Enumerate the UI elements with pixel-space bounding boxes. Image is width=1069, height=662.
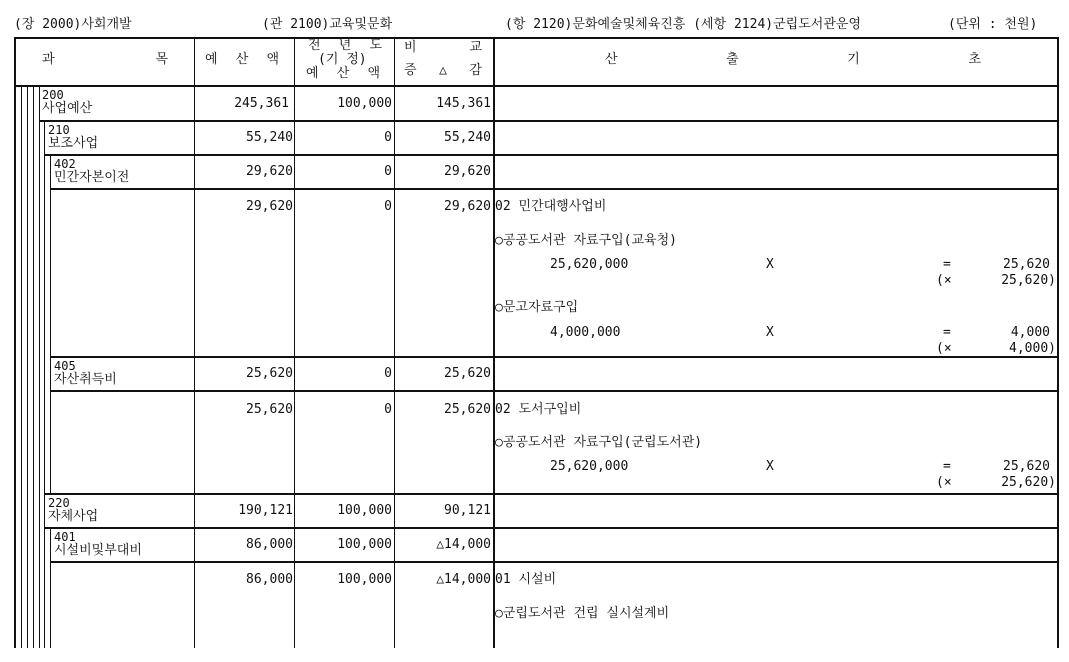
- row-separator: [51, 188, 1059, 190]
- row-separator: [51, 390, 1059, 392]
- row-budget: 29,620: [246, 199, 293, 214]
- row-separator: [51, 356, 1059, 358]
- row-budget: 25,620: [246, 366, 293, 381]
- row-code: 401: [54, 530, 76, 544]
- indent-line: [50, 155, 51, 493]
- row-separator: [45, 154, 1059, 156]
- detail-item-multiply: X: [766, 459, 774, 474]
- row-budget: 190,121: [238, 503, 293, 518]
- col-divider-prev: [294, 37, 295, 648]
- row-separator: [45, 493, 1059, 495]
- detail-item-equals: =: [943, 325, 951, 340]
- detail-item-amount: 25,620,000: [550, 459, 629, 474]
- detail-item-amount: 4,000,000: [550, 325, 621, 340]
- header-bottom-border: [14, 85, 1059, 87]
- detail-item-result: 25,620: [1003, 459, 1050, 474]
- row-separator: [45, 527, 1059, 529]
- row-diff: 90,121: [444, 503, 491, 518]
- detail-item-multiply: X: [766, 257, 774, 272]
- header-increase-decrease: 증 △ 감: [404, 63, 482, 78]
- detail-item-result: 4,000: [1010, 325, 1050, 340]
- row-code: 405: [54, 359, 76, 373]
- detail-item-label: ○군립도서관 건립 실시설계비: [495, 606, 670, 621]
- right-border: [1057, 37, 1059, 648]
- row-budget: 245,361: [234, 96, 289, 111]
- row-diff: 29,620: [444, 164, 491, 179]
- row-separator: [40, 120, 1059, 122]
- detail-item-equals: =: [943, 459, 951, 474]
- col-divider-basis: [493, 37, 495, 648]
- row-separator: [51, 561, 1059, 563]
- detail-item-sub-open: (×: [936, 273, 952, 288]
- row-diff: 55,240: [444, 130, 491, 145]
- row-prev: 0: [384, 164, 392, 179]
- row-code: 402: [54, 157, 76, 171]
- indent-line: [39, 86, 40, 648]
- detail-item-sub-open: (×: [936, 341, 952, 356]
- detail-title: 02 민간대행사업비: [495, 199, 607, 214]
- row-prev: 100,000: [337, 537, 392, 552]
- row-prev: 100,000: [337, 503, 392, 518]
- indent-line: [21, 86, 22, 648]
- table-top-border: [14, 37, 1059, 39]
- detail-item-result: 25,620: [1003, 257, 1050, 272]
- row-diff: 25,620: [444, 402, 491, 417]
- row-diff: 29,620: [444, 199, 491, 214]
- row-budget: 86,000: [246, 572, 293, 587]
- detail-item-label: ○문고자료구입: [495, 300, 579, 315]
- unit-label: (단위 : 천원): [948, 17, 1038, 32]
- row-budget: 25,620: [246, 402, 293, 417]
- row-diff: △14,000: [436, 537, 491, 552]
- row-name: 시설비및부대비: [54, 543, 142, 558]
- row-budget: 55,240: [246, 130, 293, 145]
- header-subject: 과 목: [42, 52, 168, 67]
- row-code: 210: [48, 123, 70, 137]
- detail-item-sub-value: 25,620): [1001, 475, 1056, 490]
- col-divider-diff: [394, 37, 395, 648]
- header-calculation-basis: 산 출 기 초: [605, 52, 981, 67]
- row-diff: △14,000: [436, 572, 491, 587]
- row-code: 200: [42, 88, 64, 102]
- detail-item-sub-open: (×: [936, 475, 952, 490]
- row-diff: 145,361: [436, 96, 491, 111]
- detail-title: 02 도서구입비: [495, 402, 582, 417]
- indent-line: [50, 528, 51, 648]
- row-name: 보조사업: [48, 136, 99, 151]
- indent-line: [33, 86, 34, 648]
- row-name: 사업예산: [42, 101, 93, 116]
- row-prev: 0: [384, 366, 392, 381]
- row-name: 자산취득비: [54, 372, 117, 387]
- header-prev-year: 전 년 도: [308, 38, 382, 53]
- detail-item-amount: 25,620,000: [550, 257, 629, 272]
- detail-item-label: ○공공도서관 자료구입(교육청): [495, 233, 678, 248]
- row-diff: 25,620: [444, 366, 491, 381]
- row-name: 자체사업: [48, 509, 99, 524]
- detail-item-label: ○공공도서관 자료구입(군립도서관): [495, 435, 703, 450]
- row-prev: 0: [384, 130, 392, 145]
- row-budget: 86,000: [246, 537, 293, 552]
- col-divider-budget: [194, 37, 195, 648]
- item-label: (항 2120)문화예술및체육진흥 (세항 2124)군립도서관운영: [505, 17, 862, 32]
- row-prev: 0: [384, 199, 392, 214]
- header-prev-budget: 예 산 액: [306, 66, 380, 81]
- detail-item-equals: =: [943, 257, 951, 272]
- row-prev: 100,000: [337, 572, 392, 587]
- detail-item-multiply: X: [766, 325, 774, 340]
- detail-item-sub-value: 4,000): [1009, 341, 1056, 356]
- row-prev: 100,000: [337, 96, 392, 111]
- row-name: 민간자본이전: [54, 170, 130, 185]
- indent-line: [44, 121, 45, 648]
- header-budget: 예 산 액: [205, 52, 279, 67]
- left-border: [14, 37, 16, 648]
- header-prev-fixed: (기 정): [318, 52, 367, 67]
- chapter-label: (장 2000)사회개발: [14, 17, 132, 32]
- indent-line: [27, 86, 28, 648]
- row-budget: 29,620: [246, 164, 293, 179]
- row-prev: 0: [384, 402, 392, 417]
- detail-title: 01 시설비: [495, 572, 557, 587]
- header-compare: 비 교: [404, 40, 482, 55]
- detail-item-sub-value: 25,620): [1001, 273, 1056, 288]
- section-label: (관 2100)교육및문화: [262, 17, 393, 32]
- row-code: 220: [48, 496, 70, 510]
